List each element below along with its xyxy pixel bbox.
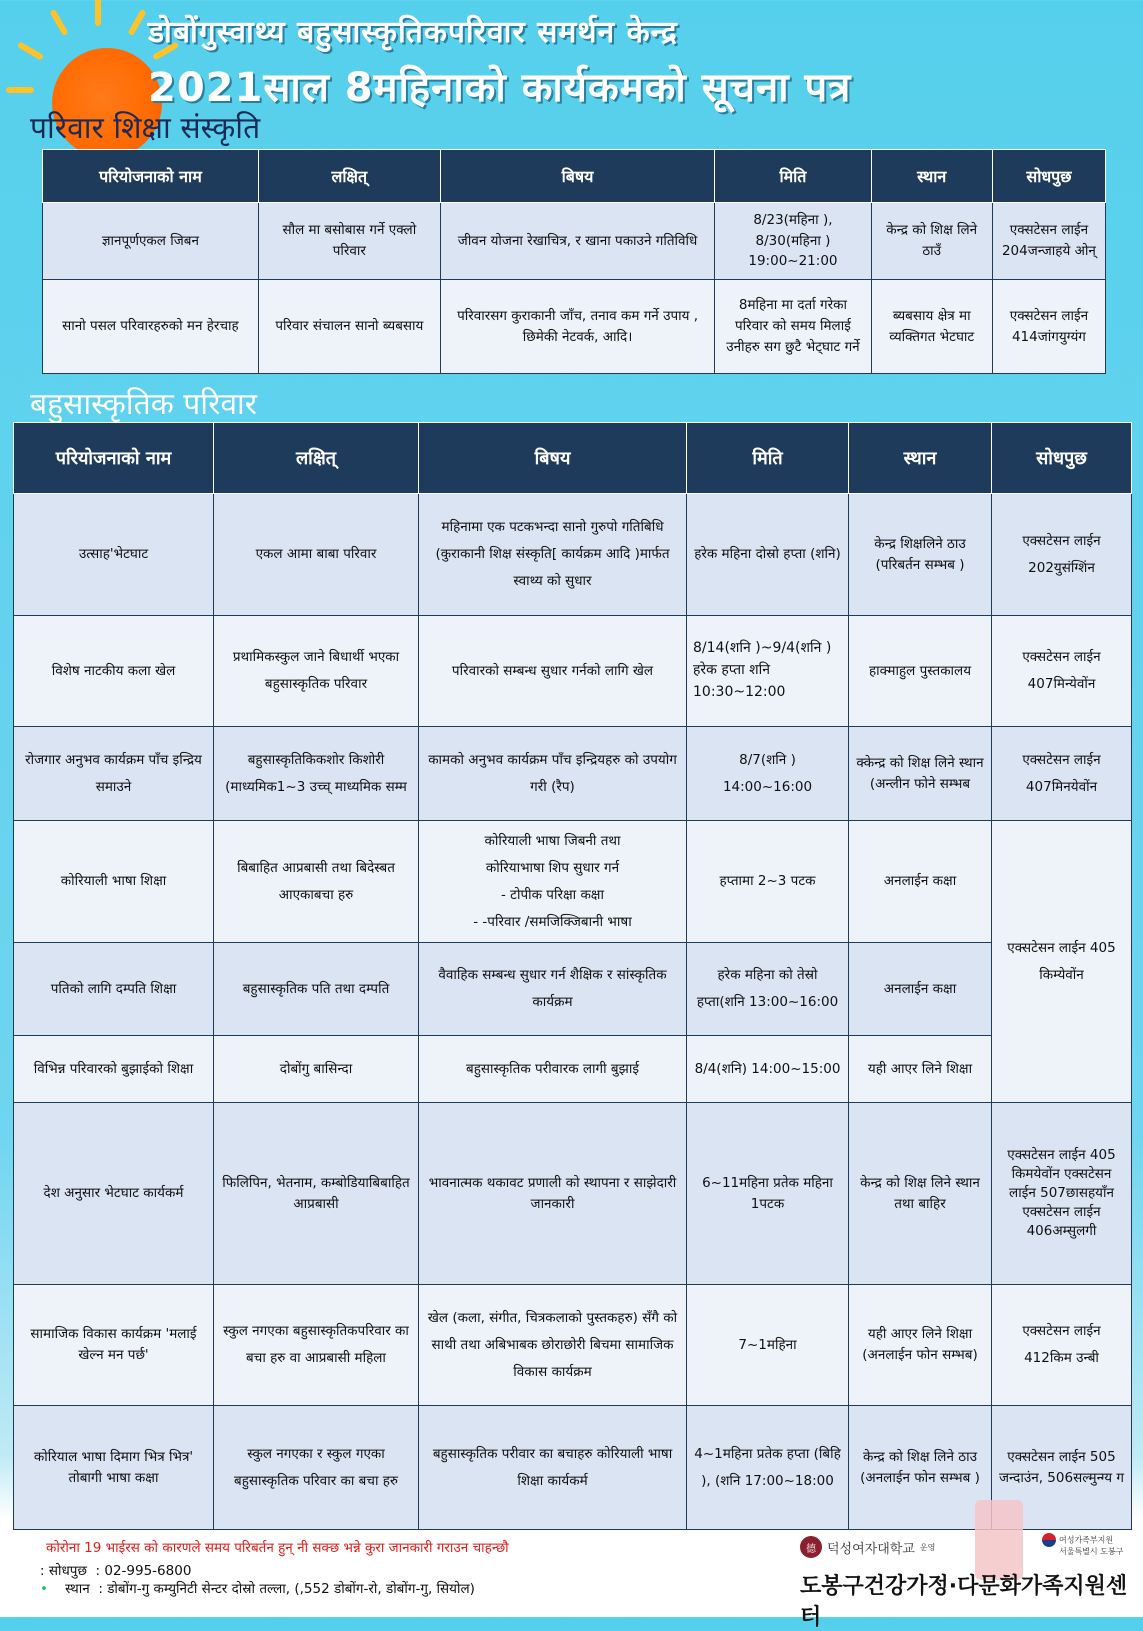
cell-contact: एक्सटेसन लाईन 202युसंग्शिंन [992,494,1132,616]
cell-target: स्कुल नगएका बहुसास्कृतिकपरिवार का बचा हरु वा आप्रबासी महिला [214,1285,419,1406]
cell-name: कोरियाल भाषा दिमाग भित्र भित्र' तोबागी भाषा कक्षा [14,1406,214,1530]
cell-target: बहुसास्कृतिकिकशोर किशोरी (माध्यमिक1~3 उच्च् माध्यमिक सम्म [214,727,419,821]
cell-name: सामाजिक विकास कार्यक्रम 'मलाई खेल्न मन पर्छ' [14,1285,214,1406]
cell-date: 6~11महिना प्रतेक महिना 1पटक [687,1103,849,1285]
cell-contact: एक्सटेसन लाईन 405 किमयेवोंन एक्सटेसन लाईन 507छासहयाँन एक्सटेसन लाईन 406अम्सुलगी [992,1103,1132,1285]
table-row [43,203,1106,280]
contact-label: सोधपुछ [48,1563,87,1579]
center-name: 도봉구건강가정·다문화가족지원센터 [800,1574,1128,1630]
cell-target: सौल मा बसोबास गर्ने एक्लो परिवार [258,203,440,280]
cell-subject: परिवारको सम्बन्ध सुधार गर्नको लागि खेल [419,616,687,727]
table-row [14,1103,1132,1285]
column-header: परियोजनाको नाम [43,150,259,203]
ministry-logo [1042,1533,1123,1557]
cell-place: क्केन्द्र को शिक्ष लिने स्थान (अन्लीन फोने सम्भब [849,727,992,821]
column-header: स्थान [849,423,992,494]
cell-name: रोजगार अनुभव कार्यक्रम पाँच इन्द्रिय समाउने [14,727,214,821]
table-row [43,280,1106,374]
column-header: स्थान [871,150,992,203]
column-header: सोधपुछ [992,150,1105,203]
cell-target: एकल आमा बाबा परिवार [214,494,419,616]
section2-title: बहुसास्कृतिक परिवार [30,387,258,422]
column-header: बिषय [440,150,714,203]
sun-ray [95,0,101,26]
subject-line: - टोपीक परिक्षा कक्षा [501,886,604,903]
subject-line: - -परिवार /समजिक्जिबानी भाषा [473,913,632,930]
sun-ray [49,9,68,36]
cell-target: दोबोंगु बासिन्दा [214,1036,419,1103]
bullet-icon: : [40,1563,45,1579]
table-row [14,821,1132,943]
city-name: 서울특별시 도봉구 [1059,1547,1124,1556]
subject-line: कोरियाली भाषा जिबनी तथा [484,832,621,849]
header-title-line2: 2021साल 8महिनाको कार्यकमको सूचना पत्र [148,65,852,111]
cell-subject: बहुसास्कृतिक परीवारक लागी बुझाई [419,1036,687,1103]
cell-date: 8/14(शनि )~9/4(शनि ) हरेक हप्ता शनि 10:30~12:00 [687,616,849,727]
university-seal-icon: 德 [800,1536,822,1558]
cell-name: पतिको लागि दम्पति शिक्षा [14,943,214,1036]
decorative-shape [975,1500,1023,1580]
column-header: सोधपुछ [992,423,1132,494]
cell-name: ज्ञानपूर्णएकल जिबन [43,203,259,280]
table-row [14,1406,1132,1530]
cell-contact: एक्सटेसन लाईन 412किम उन्बी [992,1285,1132,1406]
cell-date: हरेक महिना दोस्रो हप्ता (शनि) [687,494,849,616]
table-row [14,494,1132,616]
cell-subject: बहुसास्कृतिक परीवार का बचाहरु कोरियाली भाषा शिक्षा कार्यकर्म [419,1406,687,1530]
cell-contact: एक्सटेसन लाईन 407मिन्येवोंन [992,616,1132,727]
cell-date: हप्तामा 2~3 पटक [687,821,849,943]
cell-date: 4~1महिना प्रतेक हप्ता (बिहि ), (शनि 17:00~18:00 [687,1406,849,1530]
cell-place: अनलाईन कक्षा [849,943,992,1036]
table-row [14,1285,1132,1406]
cell-subject: खेल (कला, संगीत, चित्रकलाको पुस्तकहरु) सँगै को साथी तथा अबिभाबक छोराछोरी बिचमा सामाजिक विकास कार्यक्रम [419,1285,687,1406]
cell-place: हाक्माहुल पुस्तकालय [849,616,992,727]
cell-target: स्कुल नगएका र स्कुल गएका बहुसास्कृतिक परिवार का बचा हरु [214,1406,419,1530]
cell-name: देश अनुसार भेटघाट कार्यकर्म [14,1103,214,1285]
table-header-row [43,150,1106,203]
table-row [14,943,1132,1036]
table-header-row [14,423,1132,494]
cell-date: 8महिना मा दर्ता गरेका परिवार को समय मिलाई उनीहरु सग छुटै भेट्घाट गर्ने [715,280,871,374]
cell-name: सानो पसल परिवारहरुको मन हेरचाह [43,280,259,374]
cell-place: केन्द्र शिक्षलिने ठाउ (परिबर्तन सम्भब ) [849,494,992,616]
cell-name: विशेष नाटकीय कला खेल [14,616,214,727]
multicultural-family-table [13,422,1132,1530]
cell-target: प्रथामिकस्कुल जाने बिधार्थी भएका बहुसास्कृतिक परिवार [214,616,419,727]
cell-target: बहुसास्कृतिक पति तथा दम्पति [214,943,419,1036]
table-row [14,1036,1132,1103]
cell-date: 8/7(शनि ) 14:00~16:00 [687,727,849,821]
address: डोबोंग-गु कम्युनिटी सेन्टर दोस्रो तल्ला, (,552 डोबोंग-रो, डोबोंग-गु, सियोल) [107,1580,475,1597]
section1-title: परिवार शिक्षा संस्कृति [30,111,261,146]
ministry-name: 여성가족부지원 [1059,1535,1114,1545]
cell-target: बिबाहित आप्रबासी तथा बिदेस्बत आएकाबचा हरु [214,821,419,943]
cell-contact: एक्सटेसन लाईन 407मिनयेवोंन [992,727,1132,821]
cell-place: केन्द्र को शिक्ष लिने स्थान तथा बाहिर [849,1103,992,1285]
cell-target: परिवार संचालन सानो ब्यबसाय [258,280,440,374]
cell-contact: एक्सटेसन लाईन 505 जन्दाउंन, 506सल्मुन्ग्य ग [992,1406,1132,1530]
family-education-table [42,149,1106,374]
column-header: लक्षित् [214,423,419,494]
phone-number: 02-995-6800 [104,1563,192,1579]
sun-ray [6,87,34,93]
university-logo [800,1536,935,1558]
cell-subject: जीवन योजना रेखाचित्र, र खाना पकाउने गतिविधि [440,203,714,280]
cell-contact: एक्सटेसन लाईन 414जांगयुग्यंग [992,280,1105,374]
sun-ray [127,9,146,36]
column-header: मिति [687,423,849,494]
cell-date: 7~1महिना [687,1285,849,1406]
cell-place: ब्यबसाय क्षेत्र मा व्यक्तिगत भेटघाट [871,280,992,374]
contact-info [40,1563,475,1598]
cell-name: कोरियाली भाषा शिक्षा [14,821,214,943]
cell-place: केन्द्र को शिक्ष लिने ठाउ (अनलाईन फोन सम्भब ) [849,1406,992,1530]
cell-target: फिलिपिन, भेतनाम, कम्बोडियाबिबाहित आप्रबासी [214,1103,419,1285]
table-row [14,616,1132,727]
column-header: लक्षित् [258,150,440,203]
cell-name: विभिन्न परिवारको बुझाईको शिक्षा [14,1036,214,1103]
operated-label: 운영 [919,1542,936,1552]
place-label: स्थान [65,1580,90,1597]
cell-subject: परिवारसग कुराकानी जाँच, तनाव कम गर्ने उपाय , छिमेकी नेटवर्क, आदि। [440,280,714,374]
cell-subject [419,821,687,943]
cell-place: यही आएर लिने शिक्षा [849,1036,992,1103]
cell-place: अनलाईन कक्षा [849,821,992,943]
cell-subject: महिनामा एक पटकभन्दा सानो गुरुपो गतिबिधि (कुराकानी शिक्ष संस्कृति[ कार्यक्रम आदि )मार्फत स्वाथ्य को सुधार [419,494,687,616]
column-header: बिषय [419,423,687,494]
cell-subject: भावनात्मक थकावट प्रणाली को स्थापना र साझेदारी जानकारी [419,1103,687,1285]
taeguk-icon [1042,1533,1056,1547]
cell-subject: वैवाहिक सम्बन्ध सुधार गर्न शैक्षिक र सांस्कृतिक कार्यक्रम [419,943,687,1036]
bullet-icon: • [40,1580,48,1597]
contact-address-line: • स्थान : डोबोंग-गु कम्युनिटी सेन्टर दोस्रो तल्ला, (,552 डोबोंग-रो, डोबोंग-गु, सियोल) [40,1580,475,1597]
cell-subject: कामको अनुभव कार्यक्रम पाँच इन्द्रियहरु को उपयोग गरी (रैप) [419,727,687,821]
cell-place: यही आएर लिने शिक्षा (अनलाईन फोन सम्भब) [849,1285,992,1406]
university-name: 덕성여자대학교 [827,1541,915,1557]
subject-line: कोरियाभाषा शिप सुधार गर्न [485,859,620,876]
cell-date: 8/4(शनि) 14:00~15:00 [687,1036,849,1103]
covid-notice: कोरोना 19 भाईरस को कारणले समय परिबर्तन हुन् नी सक्छ भन्ने कुरा जानकारी गराउन चाहन्छौ [46,1540,509,1556]
cell-place: केन्द्र को शिक्ष लिने ठाउँ [871,203,992,280]
cell-contact-merged: एक्सटेसन लाईन 405 किम्येवोंन [992,821,1132,1103]
cell-name: उत्साह'भेटघाट [14,494,214,616]
column-header: मिति [715,150,871,203]
cell-date: हरेक महिना को तेस्रो हप्ता(शनि 13:00~16:00 [687,943,849,1036]
contact-phone-line: : सोधपुछ : 02-995-6800 [40,1563,192,1579]
header-title-line1: डोबोंगुस्वाथ्य बहुसास्कृतिकपरिवार समर्थन केन्द्र [148,15,678,50]
cell-contact: एक्सटेसन लाईन 204जन्जाहये ओन् [992,203,1105,280]
table-row [14,727,1132,821]
column-header: परियोजनाको नाम [14,423,214,494]
cell-date: 8/23(महिना ), 8/30(महिना ) 19:00~21:00 [715,203,871,280]
sun-ray [17,41,44,60]
